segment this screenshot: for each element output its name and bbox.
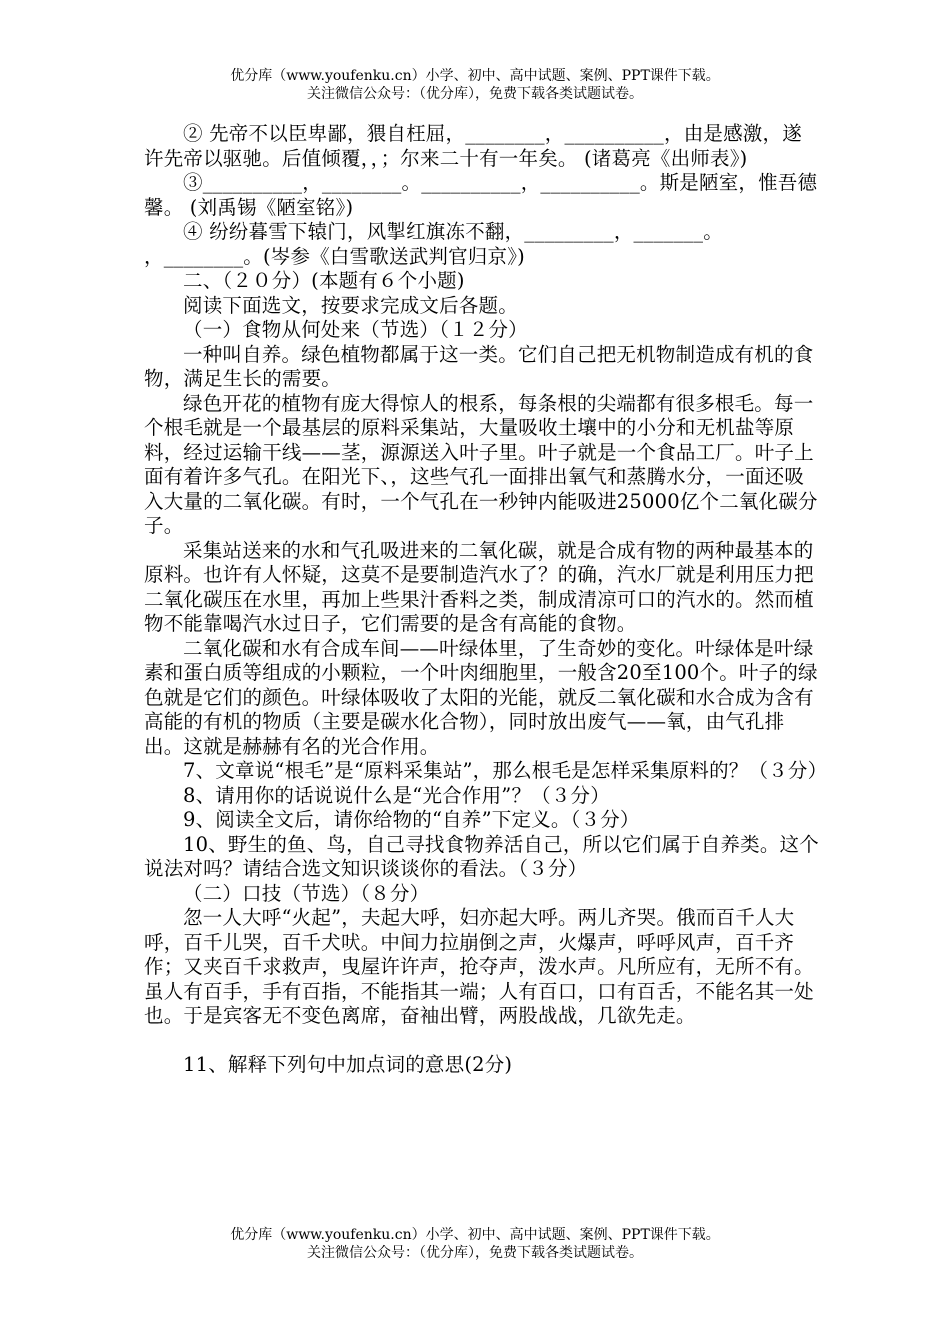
recitation-item-4: ④ 纷纷暮雪下辕门，风掣红旗冻不翻，_________，_______。 [183, 220, 723, 243]
recitation-item-3: ③__________，________。__________，__________。斯是陋室，惟吾德馨。 (刘禹锡《陋室铭》) [144, 171, 818, 219]
header-line-2: 关注微信公众号：（优分库），免费下载各类试题试卷。 [307, 86, 643, 102]
header-line-1: 优分库（www.youfenku.cn）小学、初中、高中试题、案例、PPT课件下载。 [230, 68, 720, 84]
recitation-item-2: ② 先帝不以臣卑鄙，猥自枉屈，________，__________，由是感激，遂许先帝以驱驰。后值倾覆，，；尔来二十有一年矣。 (诸葛亮《出师表》) [144, 122, 802, 170]
passage-1-para-3: 采集站送来的水和气孔吸进来的二氧化碳，就是合成有物的两种最基本的原料。也许有人怀疑，这莫不是要制造汽水了？的确，汽水厂就是利用压力把二氧化碳压在水里，再加上些果汁香料之类，制成清凉可口的汽水的。然而植物不能靠喝汽水过日子，它们需要的是含有高能的食物。 [144, 538, 814, 635]
page-footer [0, 1226, 950, 1262]
question-7: 7、文章说“根毛”是“原料采集站”，那么根毛是怎样采集原料的？（３分） [183, 759, 828, 782]
passage-1-para-1: 一种叫自养。绿色植物都属于这一类。它们自己把无机物制造成有机的食物，满足生长的需要。 [144, 342, 814, 390]
question-9: 9、阅读全文后，请你给物的“自养”下定义。（３分） [183, 808, 640, 831]
question-10: 10、野生的鱼、鸟，自己寻找食物养活自己，所以它们属于自养类。这个说法对吗？请结合选文知识谈谈你的看法。（３分） [144, 832, 819, 880]
recitation-item-4-cont: ，________。(岑参《白雪歌送武判官归京》) [144, 244, 525, 268]
passage-1-para-2: 绿色开花的植物有庞大得惊人的根系，每条根的尖端都有很多根毛。每一个根毛就是一个最基层的原料采集站，大量吸收土壤中的小分和无机盐等原料，经过运输干线——茎，源源送入叶子里。叶子就是一个食品工厂。叶子上面有着许多气孔。在阳光下、，这些气孔一面排出氧气和蒸腾水分，一面还吸入大量的二氧化碳。有时，一个气孔在一秒钟内能吸进25000亿个二氧化碳分子。 [144, 391, 818, 537]
footer-line-1: 优分库（www.youfenku.cn）小学、初中、高中试题、案例、PPT课件下载。 [230, 1227, 720, 1243]
section-2-heading: 二、（２０分）(本题有６个小题) [183, 269, 465, 292]
page-header [0, 67, 950, 103]
reading-instruction: 阅读下面选文，按要求完成文后各题。 [183, 293, 518, 317]
passage-1-title: （一）食物从何处来（节选）（１２分） [183, 318, 528, 341]
blank-line [144, 1029, 820, 1054]
passage-2-title: （二）口技（节选）（８分） [183, 881, 430, 905]
document-body [144, 122, 828, 1078]
question-8: 8、请用你的话说说什么是“光合作用”？（３分） [183, 783, 610, 807]
passage-1-para-4: 二氧化碳和水有合成车间——叶绿体里，了生奇妙的变化。叶绿体是叶绿素和蛋白质等组成的小颗粒，一个叶肉细胞里，一般含20至100个。叶子的绿色就是它们的颜色。叶绿体吸收了太阳的光能，就反二氧化碳和水合成为含有高能的有机的物质（主要是碳水化合物），同时放出废气——氧，由气孔排出。这就是赫赫有名的光合作用。 [144, 636, 818, 758]
question-11: 11、解释下列句中加点词的意思(2分) [183, 1053, 513, 1076]
passage-2-para-1: 忽一人大呼“火起”，夫起大呼，妇亦起大呼。两儿齐哭。俄而百千人大呼，百千儿哭，百千犬吠。中间力拉崩倒之声，火爆声，呼呼风声，百千齐作；又夹百千求救声，曳屋许许声，抢夺声，泼水声。凡所应有，无所不有。虽人有百手，手有百指，不能指其一端；人有百口，口有百舌，不能名其一处也。于是宾客无不变色离席，奋袖出臂，两股战战，几欲先走。 [144, 906, 814, 1027]
footer-line-2: 关注微信公众号：（优分库），免费下载各类试题试卷。 [307, 1245, 643, 1261]
